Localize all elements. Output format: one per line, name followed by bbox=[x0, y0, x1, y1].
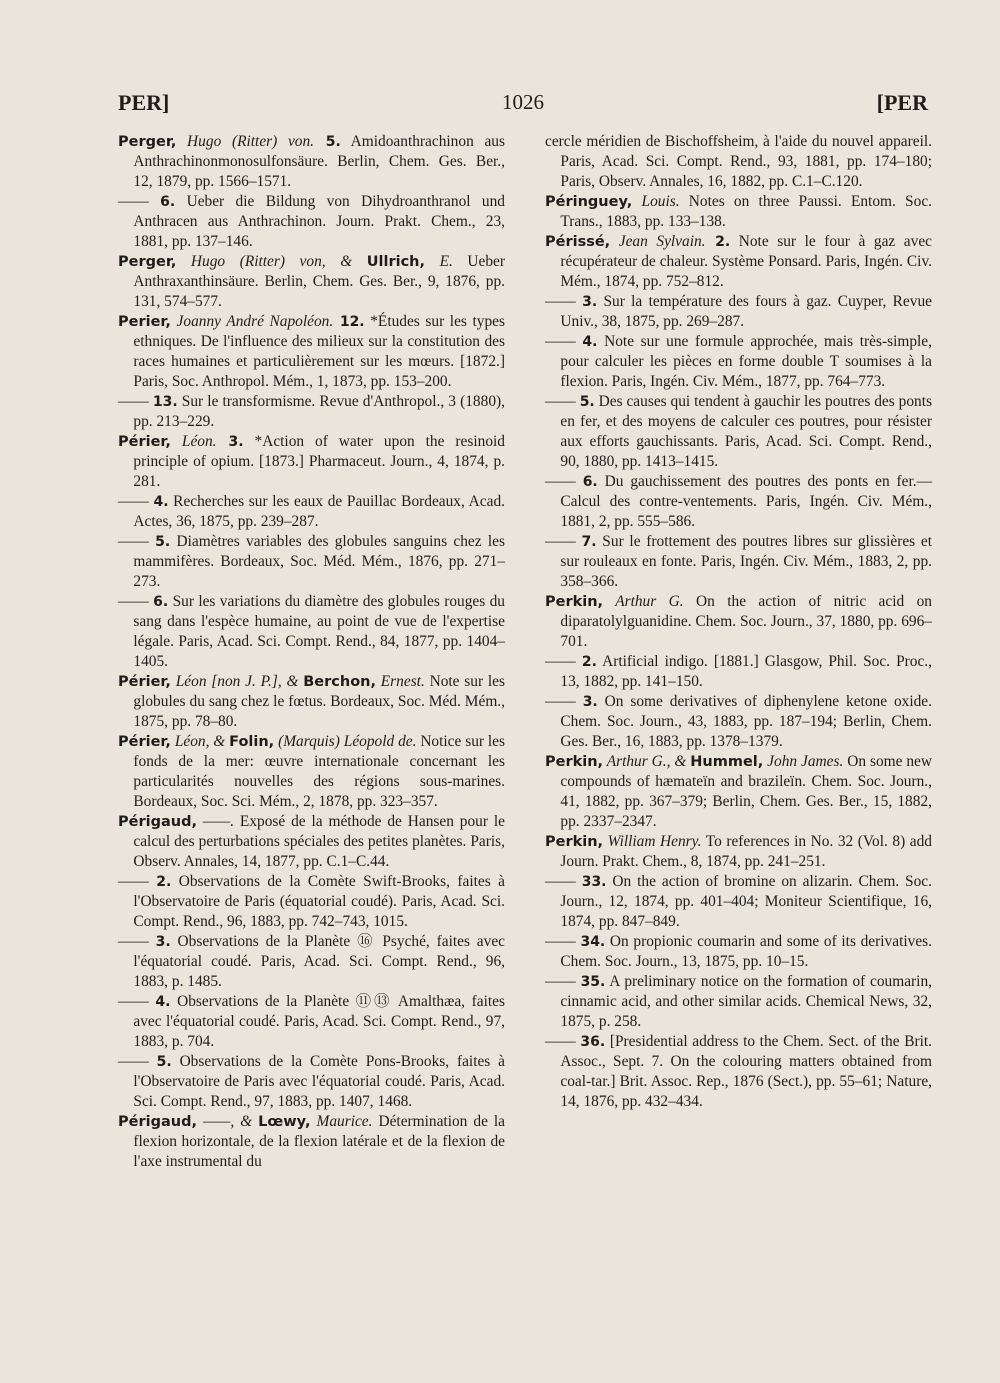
author-name: Périer, bbox=[118, 734, 171, 750]
bibliography-entry bbox=[545, 292, 932, 332]
author-name: Perkin, bbox=[545, 754, 604, 770]
entry-number: 13. bbox=[152, 394, 178, 410]
bibliography-entry bbox=[118, 992, 505, 1052]
entry-text: Sur le transformisme. Revue d'Anthropol., 3 (1880), pp. 213–229. bbox=[133, 393, 505, 430]
bibliography-entry bbox=[118, 932, 505, 992]
coauthor-name: Hummel, bbox=[690, 754, 764, 770]
author-given-name: Léon, & bbox=[170, 733, 230, 750]
author-given-name: William Henry. bbox=[603, 833, 702, 850]
entry-number: 6. bbox=[153, 594, 169, 610]
entry-text: Amidoanthrachinon aus Anthrachinonmonosulfonsäure. Berlin, Chem. Ges. Ber., 12, 1879, pp. 1566–1571. bbox=[133, 133, 505, 190]
coauthor-given-name: Maurice. bbox=[310, 1113, 373, 1130]
entry-text: On propionic coumarin and some of its derivatives. Chem. Soc. Journ., 13, 1875, pp. 10–15. bbox=[560, 933, 932, 970]
coauthor-given-name: John James. bbox=[763, 753, 844, 770]
bibliography-entry bbox=[545, 1032, 932, 1112]
bibliography-entry bbox=[118, 492, 505, 532]
entry-dash: —— bbox=[118, 393, 153, 410]
header-left: PER] bbox=[118, 90, 170, 115]
entry-dash: —— bbox=[118, 993, 156, 1010]
entry-text: Note sur le four à gaz avec récupérateur de chaleur. Système Ponsard. Paris, Ingén. Civ. Mém., 1874, pp. 752–812. bbox=[560, 233, 932, 290]
bibliography-entry bbox=[545, 872, 932, 932]
entry-dash: —— bbox=[545, 333, 583, 350]
bibliography-entry bbox=[545, 932, 932, 972]
bibliography-entry bbox=[118, 732, 505, 812]
entry-text: *Études sur les types ethniques. De l'influence des milieux sur la constitution des races humaines et particulièrement sur les mœurs. [1872.] Paris, Soc. Anthropol. Mém., 1, 1873, pp. 153–200. bbox=[133, 313, 505, 390]
bibliography-entry bbox=[118, 812, 505, 872]
entry-text: On the action of bromine on alizarin. Chem. Soc. Journ., 12, 1874, pp. 401–404; Moniteur Scientifique, 16, 1874, pp. 847–849. bbox=[560, 873, 932, 930]
bibliography-entry bbox=[545, 532, 932, 592]
bibliography-entry bbox=[118, 872, 505, 932]
entry-dash: —— bbox=[118, 193, 161, 210]
entry-dash: —— bbox=[545, 873, 582, 890]
author-name: Perier, bbox=[118, 314, 171, 330]
entry-number: 3. bbox=[216, 434, 244, 450]
bibliography-entry bbox=[118, 192, 505, 252]
coauthor-given-name: E. bbox=[425, 253, 453, 270]
entry-number: 35. bbox=[580, 974, 606, 990]
entry-dash: —— bbox=[545, 293, 583, 310]
bibliography-entry bbox=[545, 592, 932, 652]
coauthor-name: Folin, bbox=[229, 734, 275, 750]
entry-text: Diamètres variables des globules sanguins chez les mammifères. Bordeaux, Soc. Méd. Mém., 1876, pp. 271–273. bbox=[133, 533, 505, 590]
left-column bbox=[118, 132, 505, 1172]
author-name: Perkin, bbox=[545, 834, 604, 850]
author-given-name: Hugo (Ritter) von. bbox=[176, 133, 315, 150]
author-given-name: Arthur G., & bbox=[603, 753, 691, 770]
author-name: Périer, bbox=[118, 434, 171, 450]
bibliography-entry bbox=[118, 532, 505, 592]
author-name: Périssé, bbox=[545, 234, 611, 250]
entry-text: Ueber Anthraxanthinsäure. Berlin, Chem. Ges. Ber., 9, 1876, pp. 131, 574–577. bbox=[133, 253, 505, 310]
entry-dash: —— bbox=[118, 593, 154, 610]
author-name: Perger, bbox=[118, 134, 177, 150]
entry-text: *Action of water upon the resinoid principle of opium. [1873.] Pharmaceut. Journ., 4, 1874, p. 281. bbox=[133, 433, 505, 490]
entry-number: 34. bbox=[580, 934, 606, 950]
entry-text: Note sur une formule approchée, mais très-simple, pour calculer les pièces en forme double T soumises à la flexion. Paris, Ingén. Civ. Mém., 1877, pp. 764–773. bbox=[560, 333, 932, 390]
entry-number: 3. bbox=[582, 694, 598, 710]
author-name: Périer, bbox=[118, 674, 171, 690]
bibliography-entry bbox=[545, 332, 932, 392]
entry-dash: —— bbox=[545, 693, 583, 710]
entry-number: 6. bbox=[582, 474, 598, 490]
author-given-name: Léon. bbox=[170, 433, 217, 450]
entry-dash: —— bbox=[118, 533, 156, 550]
header-right: [PER bbox=[876, 90, 928, 115]
entry-text: To references in No. 32 (Vol. 8) add Journ. Prakt. Chem., 8, 1874, pp. 241–251. bbox=[560, 833, 932, 870]
entry-text: A preliminary notice on the formation of coumarin, cinnamic acid, and other similar acids. Chemical News, 32, 1875, p. 258. bbox=[560, 973, 932, 1030]
entry-text: Recherches sur les eaux de Pauillac Bordeaux, Acad. Actes, 36, 1875, pp. 239–287. bbox=[133, 493, 505, 530]
bibliography-entry bbox=[545, 972, 932, 1032]
entry-text: Notice sur les fonds de la mer: œuvre internationale concernant les particularités nouvelles des régions sous-marines. Bordeaux, Soc. Sci. Mém., 2, 1878, pp. 323–357. bbox=[133, 733, 505, 810]
entry-dash: —— bbox=[118, 933, 156, 950]
entry-text: Observations de la Comète Pons-Brooks, faites à l'Observatoire de Paris avec l'équatorial coudé. Paris, Acad. Sci. Compt. Rend., 97, 1883, pp. 1407, 1468. bbox=[133, 1053, 505, 1110]
entry-dash: —— bbox=[545, 533, 582, 550]
author-name: Périgaud, bbox=[118, 814, 197, 830]
entry-number: 33. bbox=[581, 874, 607, 890]
author-given-name: Joanny André Napoléon. bbox=[170, 313, 334, 330]
entry-dash: —— bbox=[545, 1033, 581, 1050]
author-name: Perkin, bbox=[545, 594, 604, 610]
bibliography-entry bbox=[545, 472, 932, 532]
bibliography-entry bbox=[118, 1052, 505, 1112]
entry-text: Observations de la Planète ⑯ Psyché, faites avec l'équatorial coudé. Paris, Acad. Sci. Compt. Rend., 96, 1883, p. 1485. bbox=[133, 933, 505, 990]
entry-number: 4. bbox=[155, 994, 171, 1010]
entry-number: 4. bbox=[153, 494, 169, 510]
bibliography-entry bbox=[118, 252, 505, 312]
author-given-name: Léon [non J. P.], & bbox=[170, 673, 304, 690]
author-given-name: Jean Sylvain. bbox=[610, 233, 706, 250]
author-given-name: Louis. bbox=[632, 193, 680, 210]
author-name: Perger, bbox=[118, 254, 177, 270]
bibliography-entry bbox=[545, 692, 932, 752]
entry-text: Du gauchissement des poutres des ponts en fer.—Calcul des contre-ventements. Paris, Ingén. Civ. Mém., 1881, 2, pp. 555–586. bbox=[560, 473, 932, 530]
bibliography-entry bbox=[118, 592, 505, 672]
entry-text: [Presidential address to the Chem. Sect. of the Brit. Assoc., Sept. 7. On the colouring matters obtained from coal-tar.] Brit. Assoc. Rep., 1876 (Sect.), pp. 55–61; Nature, 14, 1876, pp. 432–434. bbox=[560, 1033, 932, 1110]
entry-dash: —— bbox=[118, 1053, 157, 1070]
entry-number: 5. bbox=[314, 134, 341, 150]
bibliography-entry bbox=[118, 1112, 505, 1172]
entry-dash: —— bbox=[545, 653, 582, 670]
entry-text: Détermination de la flexion horizontale, de la flexion latérale et de la flexion de l'axe instrumental du bbox=[133, 1113, 505, 1170]
entry-dash: —— bbox=[545, 933, 581, 950]
running-header bbox=[118, 90, 928, 122]
entry-number: 2. bbox=[156, 874, 172, 890]
entry-number: 36. bbox=[580, 1034, 606, 1050]
bibliography-entry bbox=[545, 752, 932, 832]
entry-number: 5. bbox=[155, 534, 171, 550]
entry-text: On the action of nitric acid on diparatolylguanidine. Chem. Soc. Journ., 37, 1880, pp. 696–701. bbox=[560, 593, 932, 650]
entry-text: On some derivatives of diphenylene ketone oxide. Chem. Soc. Journ., 43, 1883, pp. 187–194; Berlin, Chem. Ges. Ber., 16, 1883, pp. 1378–1379. bbox=[560, 693, 932, 750]
coauthor-name: Lœwy, bbox=[258, 1114, 311, 1130]
entry-number: 2. bbox=[581, 654, 597, 670]
coauthor-given-name: (Marquis) Léopold de. bbox=[274, 733, 417, 750]
coauthor-given-name: Ernest. bbox=[376, 673, 425, 690]
entry-dash: —— bbox=[545, 973, 581, 990]
entry-dash: —— bbox=[545, 393, 580, 410]
bibliography-entry bbox=[545, 192, 932, 232]
entry-text: Sur la température des fours à gaz. Cuyper, Revue Univ., 38, 1875, pp. 269–287. bbox=[560, 293, 932, 330]
bibliography-entry bbox=[545, 232, 932, 292]
page-number: 1026 bbox=[502, 90, 544, 114]
author-given-name: Hugo (Ritter) von, & bbox=[176, 253, 367, 270]
entry-text: Notes on three Paussi. Entom. Soc. Trans., 1883, pp. 133–138. bbox=[560, 193, 932, 230]
bibliography-entry bbox=[118, 432, 505, 492]
entry-text: Note sur les globules du sang chez le fœtus. Bordeaux, Soc. Méd. Mém., 1875, pp. 78–80. bbox=[133, 673, 505, 730]
entry-text: Observations de la Planète ⑪⑬ Amalthæa, faites avec l'équatorial coudé. Paris, Acad. Sci. Compt. Rend., 97, 1883, p. 704. bbox=[133, 993, 505, 1050]
entry-number: 5. bbox=[579, 394, 595, 410]
entry-dash: —— bbox=[118, 873, 157, 890]
entry-text: Sur le frottement des poutres libres sur glissières et sur rouleaux en fonte. Paris, Ingén. Civ. Mém., 1883, 2, pp. 358–366. bbox=[560, 533, 932, 590]
bibliography-entry bbox=[545, 652, 932, 692]
entry-number: 12. bbox=[333, 314, 365, 330]
entry-number: 6. bbox=[160, 194, 176, 210]
entry-text: On some new compounds of hæmateïn and brazileïn. Chem. Soc. Journ., 41, 1882, pp. 367–379; Berlin, Chem. Ges. Ber., 15, 1882, pp. 2337–2347. bbox=[560, 753, 933, 830]
coauthor-name: Ullrich, bbox=[366, 254, 425, 270]
entry-number: 3. bbox=[155, 934, 171, 950]
bibliography-entry bbox=[118, 132, 505, 192]
bibliography-entry bbox=[118, 392, 505, 432]
author-given-name: ——, & bbox=[196, 1113, 259, 1130]
entry-number: 3. bbox=[582, 294, 598, 310]
bibliography-entry bbox=[545, 132, 932, 192]
author-name: Péringuey, bbox=[545, 194, 633, 210]
entry-text: Sur les variations du diamètre des globules rouges du sang dans l'espèce humaine, au point de vue de l'expertise légale. Paris, Acad. Sci. Compt. Rend., 84, 1877, pp. 1404–1405. bbox=[133, 593, 505, 670]
bibliography-entry bbox=[545, 392, 932, 472]
entry-text: Exposé de la méthode de Hansen pour le calcul des perturbations spéciales des petites planètes. Paris, Observ. Annales, 14, 1877, pp. C.1–C.44. bbox=[133, 813, 505, 870]
entry-text: cercle méridien de Bischoffsheim, à l'aide du nouvel appareil. Paris, Acad. Sci. Compt. Rend., 93, 1881, pp. 174–180; Paris, Observ. Annales, 16, 1882, pp. C.1–C.120. bbox=[545, 133, 932, 190]
bibliography-entry bbox=[545, 832, 932, 872]
bibliography-entry bbox=[118, 312, 505, 392]
bibliography-entry bbox=[118, 672, 505, 732]
entry-number: 2. bbox=[705, 234, 731, 250]
entry-number: 5. bbox=[156, 1054, 172, 1070]
author-given-name: ——. bbox=[196, 813, 235, 830]
entry-text: Artificial indigo. [1881.] Glasgow, Phil. Soc. Proc., 13, 1882, pp. 141–150. bbox=[560, 653, 932, 690]
entry-dash: —— bbox=[545, 473, 583, 490]
entry-text: Ueber die Bildung von Dihydroanthranol und Anthracen aus Anthrachinon. Journ. Prakt. Chem., 23, 1881, pp. 137–146. bbox=[133, 193, 505, 250]
right-column bbox=[545, 132, 932, 1112]
entry-number: 4. bbox=[582, 334, 598, 350]
author-name: Périgaud, bbox=[118, 1114, 197, 1130]
entry-text: Observations de la Comète Swift-Brooks, faites à l'Observatoire de Paris (équatorial coudé). Paris, Acad. Sci. Compt. Rend., 96, 1883, pp. 742–743, 1015. bbox=[133, 873, 505, 930]
coauthor-name: Berchon, bbox=[303, 674, 376, 690]
entry-number: 7. bbox=[581, 534, 597, 550]
author-given-name: Arthur G. bbox=[603, 593, 684, 610]
entry-text: Des causes qui tendent à gauchir les poutres des ponts en fer, et des moyens de calculer ces poutres, pour résister aux efforts gauchissants. Paris, Acad. Sci. Compt. Rend., 90, 1880, pp. 1413–1415. bbox=[560, 393, 932, 470]
entry-dash: —— bbox=[118, 493, 154, 510]
